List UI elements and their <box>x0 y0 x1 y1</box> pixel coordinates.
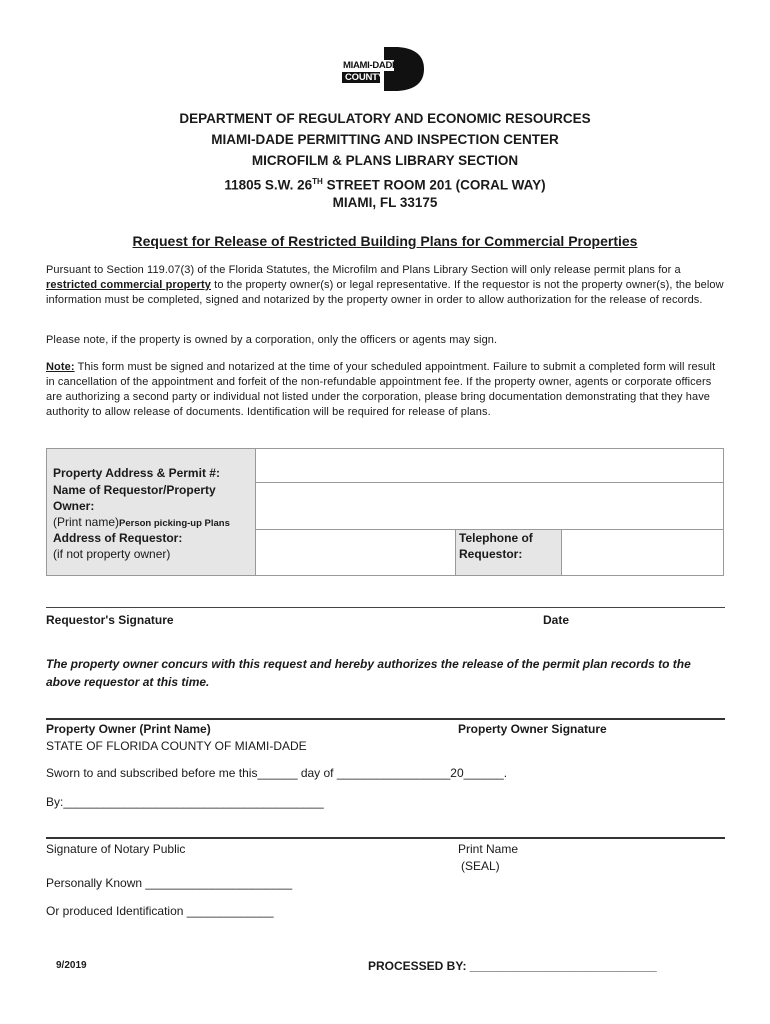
processed-by-field[interactable]: PROCESSED BY: ____________________________ <box>368 959 657 973</box>
requestor-address-label: Address of Requestor: <box>53 531 183 545</box>
requestor-signature-label: Requestor's Signature <box>46 613 174 627</box>
intro-text-2: to the property owner(s) or legal representative. If the requestor is not the property owner(s), the below information must be completed, signed and notarized by the property owner in order to allow authorization for the release of records. <box>46 279 724 306</box>
requestor-info-table <box>46 448 724 576</box>
notary-signature-line[interactable] <box>46 837 725 839</box>
intro-text-1: Pursuant to Section 119.07(3) of the Florida Statutes, the Microfilm and Plans Library Section will only release permit plans for a <box>46 264 681 276</box>
property-address-field[interactable] <box>257 450 722 481</box>
requestor-address-field[interactable] <box>257 531 453 574</box>
corporation-note: Please note, if the property is owned by a corporation, only the officers or agents may sign. <box>46 334 498 346</box>
date-label: Date <box>543 613 570 627</box>
requestor-signature-line[interactable] <box>46 607 725 608</box>
requestor-address-sub: (if not property owner) <box>53 547 171 561</box>
state-county-text: STATE OF FLORIDA COUNTY OF MIAMI-DADE <box>46 739 307 753</box>
phone-label-2: Requestor: <box>459 547 523 561</box>
grid-line <box>255 482 723 483</box>
notary-print-name-label: Print Name <box>458 842 519 856</box>
logo-text-line2: COUNTY <box>345 72 384 83</box>
pickup-note: Person picking-up Plans <box>119 518 230 529</box>
header-address-sup: TH <box>312 177 323 186</box>
owner-concurrence-statement: The property owner concurs with this request and hereby authorizes the release of the permit plan records to the above requestor at this time. <box>46 657 691 689</box>
logo-text-line1: MIAMI-DADE <box>343 60 399 71</box>
sworn-statement[interactable]: Sworn to and subscribed before me this______ day of _________________20______. <box>46 766 508 780</box>
grid-line <box>455 529 456 575</box>
property-address-label: Property Address & Permit #: <box>53 466 220 480</box>
notary-signature-label: Signature of Notary Public <box>46 842 186 856</box>
note-paragraph <box>46 360 726 420</box>
requestor-name-field[interactable] <box>257 484 722 528</box>
miami-dade-logo <box>340 46 426 92</box>
owner-print-name-label: Property Owner (Print Name) <box>46 722 211 736</box>
seal-label: (SEAL) <box>461 859 500 873</box>
grid-line <box>561 529 562 575</box>
form-title: Request for Release of Restricted Building Plans for Commercial Properties <box>132 233 638 249</box>
restricted-property-term: restricted commercial property <box>46 279 212 291</box>
grid-line <box>255 449 256 575</box>
by-line[interactable]: By:_______________________________________ <box>46 795 324 809</box>
requestor-name-label: Name of Requestor/Property <box>53 483 216 497</box>
requestor-phone-field[interactable] <box>563 531 722 574</box>
owner-signature-line[interactable] <box>46 718 725 720</box>
owner-signature-label: Property Owner Signature <box>458 722 607 736</box>
produced-id-field[interactable]: Or produced Identification _____________ <box>46 904 274 918</box>
note-text: This form must be signed and notarized at the time of your scheduled appointment. Failure to submit a completed form will result in cancellation of the appointment and forfeit of the non-refundable appointment fee. If the property owner, agents or corporate officers are authorizing a second party or individual not listed under the corporation, please bring documentation demonstrating that they have authority to allow release of documents. Identification will be required for release of plans. <box>46 361 716 418</box>
form-revision-date: 9/2019 <box>56 960 87 971</box>
note-label: Note: <box>46 361 75 373</box>
print-name-text: (Print name) <box>53 515 120 529</box>
owner-label: Owner: <box>53 499 95 513</box>
header-center: MIAMI-DADE PERMITTING AND INSPECTION CENTER <box>211 132 559 147</box>
header-address-post: STREET ROOM 201 (CORAL WAY) <box>322 177 546 193</box>
phone-label: Telephone of <box>459 531 533 545</box>
header-dept: DEPARTMENT OF REGULATORY AND ECONOMIC RESOURCES <box>179 111 591 126</box>
personally-known-field[interactable]: Personally Known ______________________ <box>46 876 293 890</box>
header-section: MICROFILM & PLANS LIBRARY SECTION <box>251 153 519 168</box>
header-city: MIAMI, FL 33175 <box>332 195 438 210</box>
header-address-pre: 11805 S.W. 26 <box>224 177 313 193</box>
intro-paragraph <box>46 263 726 308</box>
